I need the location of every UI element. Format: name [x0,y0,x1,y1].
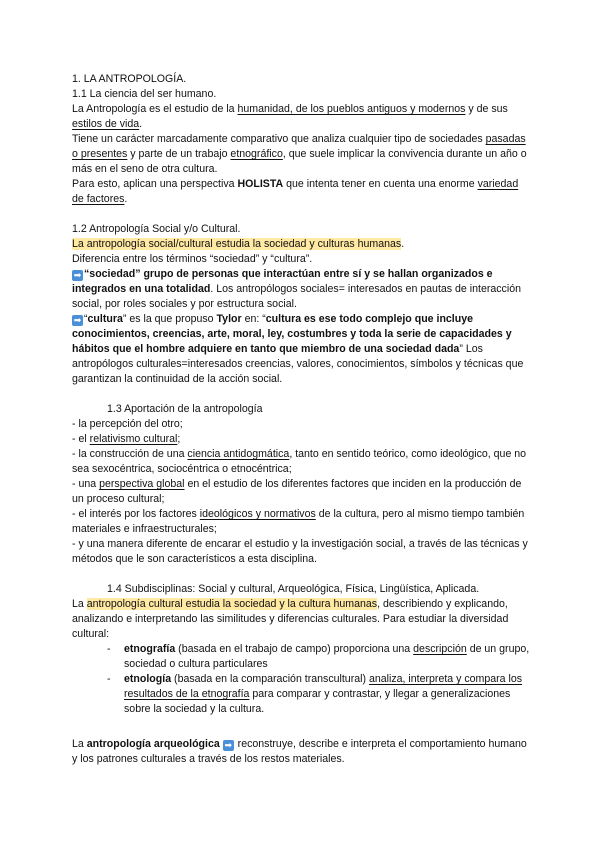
paragraph-archaeology: La antropología arqueológica ➡ reconstruye, describe e interpreta el comportamiento humano y los patrones culturales a través de los restos materiales. [72,738,527,765]
paragraph-comparative: Tiene un carácter marcadamente comparativo que analiza cualquier tipo de sociedades pasadas o presentes y parte de un trabajo etnográfico, que suele implicar la convivencia durante un año o más en el seno de otra cultura. [72,133,527,175]
list-item-etnologia: - etnología (basada en la comparación transcultural) analiza, interpreta y compara los resultados de la etnografía para comparar y contrastar, y llegar a generalizaciones sobre la sociedad y la cultura. [107,672,532,717]
list-item: - el relativismo cultural; [72,433,181,445]
list-item: - una perspectiva global en el estudio de los diferentes factores que inciden en la producción de un proceso cultural; [72,478,522,505]
paragraph-cultura: ➡ “cultura” es la que propuso Tylor en: “cultura es ese todo complejo que incluye conocimientos, creencias, arte, moral, ley, costumbres y toda la serie de capacidades y hábitos que el hombre adquiere en tanto que miembro de una sociedad dada” Los antropólogos culturales=interesados creencias, valores, conocimientos, símbolos y técnicas que garantizan la continuidad de la acción social. [72,313,524,385]
paragraph-sociedad: ➡ “sociedad” grupo de personas que interactúan entre sí y se hallan organizados e integrados en una totalidad. Los antropólogos sociales= interesados en pautas de interacción social, por roles sociales y por estructura social. [72,268,521,310]
paragraph-holistic: Para esto, aplican una perspectiva HOLISTA que intenta tener en cuenta una enorme variedad de factores. [72,178,519,205]
section-1-3-heading: 1.3 Aportación de la antropología [107,403,263,415]
document-page [72,72,532,767]
paragraph-definition: La Antropología es el estudio de la humanidad, de los pueblos antiguos y modernos y de sus estilos de vida. [72,103,508,130]
list-item: - y una manera diferente de encarar el estudio y la investigación social, a través de las técnicas y métodos que le son característicos a esta disciplina. [72,538,528,565]
list-item: - el interés por los factores ideológicos y normativos de la cultura, pero al mismo tiempo también materiales e infraestructurales; [72,508,525,535]
section-1-4-heading: 1.4 Subdisciplinas: Social y cultural, Arqueológica, Física, Lingüística, Aplicada. [107,583,480,595]
arrow-right-icon: ➡ [73,315,82,325]
list-item-etnografia: - etnografía (basada en el trabajo de campo) proporciona una descripción de un grupo, sociedad o cultura particulares [107,642,532,672]
section-1-2-heading: 1.2 Antropología Social y/o Cultural. [72,223,241,235]
list-item: - la percepción del otro; [72,418,183,430]
section-1-1-heading: 1.1 La ciencia del ser humano. [72,88,217,100]
paragraph-cultural-anthropology: La antropología cultural estudia la sociedad y la cultura humanas, describiendo y explicando, analizando e interpretando las similitudes y diferencias culturales. Para estudiar la diversidad cultural: [72,598,509,640]
paragraph-difference: Diferencia entre los términos “sociedad” y “cultura”. [72,253,313,265]
highlighted-statement: La antropología social/cultural estudia la sociedad y culturas humanas. [72,238,405,250]
arrow-right-icon: ➡ [224,740,232,750]
arrow-right-icon: ➡ [73,270,82,280]
subdiscipline-list [72,642,532,717]
list-item: - la construcción de una ciencia antidogmática, tanto en sentido teórico, como ideológico, que no sea sexocéntrica, sociocéntrica o etnocéntrica; [72,448,527,475]
document-title: 1. LA ANTROPOLOGÍA. [72,73,187,85]
